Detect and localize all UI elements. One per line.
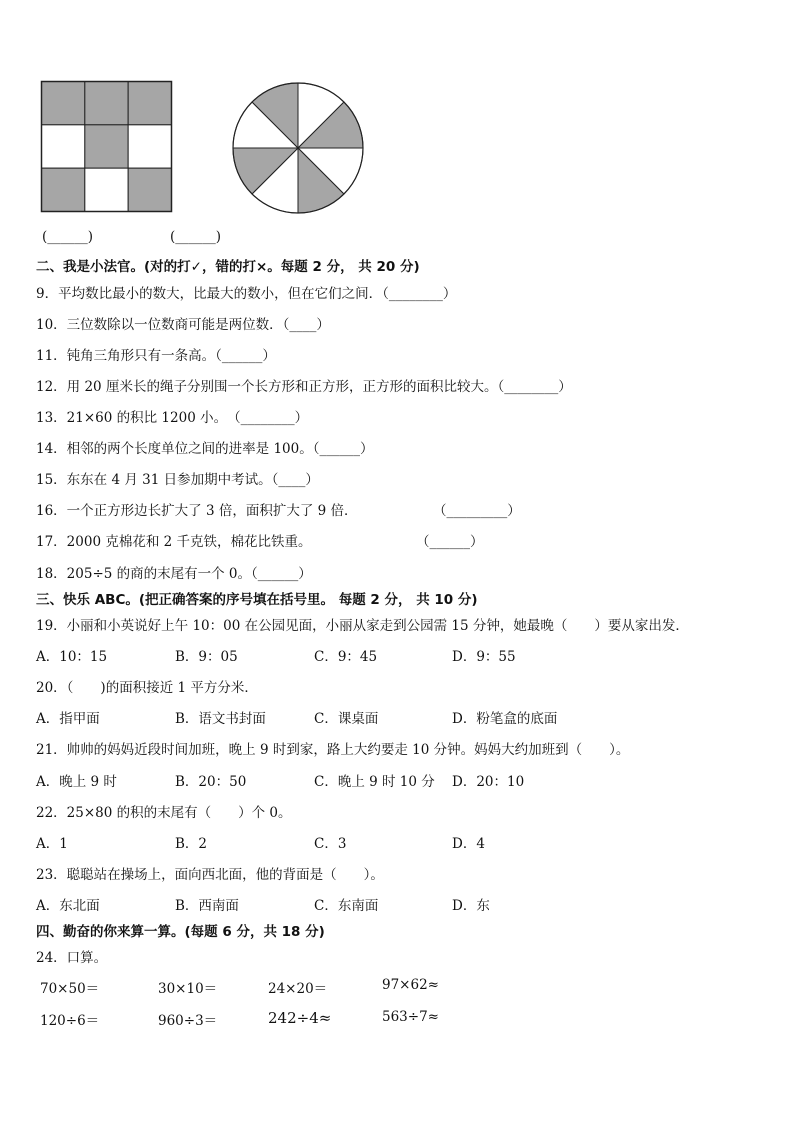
q22-option-a[interactable]: A．1: [36, 836, 68, 852]
calc-242div4[interactable]: 242÷4≈: [268, 1009, 332, 1027]
q20-option-b[interactable]: B．语文书封面: [175, 711, 266, 727]
q21-option-a[interactable]: A．晚上 9 时: [36, 774, 117, 790]
section-4-heading: 四、勤奋的你来算一算。(每题 6 分，共 18 分): [36, 924, 325, 940]
q21-option-b[interactable]: B．20：50: [175, 774, 247, 790]
calc-70x50[interactable]: 70×50＝: [40, 981, 100, 997]
q22-option-b[interactable]: B．2: [175, 836, 208, 852]
grid-cell: [85, 168, 128, 211]
question-20: 20．（ )的面积接近 1 平方分米．: [36, 680, 258, 696]
grid-answer-blank[interactable]: (______): [42, 229, 94, 245]
grid-cell: [42, 82, 85, 125]
grid-cell: [128, 125, 171, 168]
shaded-circle-figure: [231, 81, 367, 217]
question-17: 17．2000 克棉花和 2 千克铁，棉花比铁重。: [36, 534, 312, 550]
grid-cell: [128, 168, 171, 211]
calc-120div6[interactable]: 120÷6＝: [40, 1013, 100, 1029]
calc-30x10[interactable]: 30×10＝: [158, 981, 218, 997]
q20-option-d[interactable]: D．粉笔盒的底面: [452, 711, 558, 727]
question-11: 11．钝角三角形只有一条高。（______）: [36, 348, 276, 364]
question-22: 22．25×80 的积的末尾有（ ）个 0。: [36, 805, 292, 821]
q23-option-b[interactable]: B．西南面: [175, 898, 239, 914]
question-12: 12．用 20 厘米长的绳子分别围一个长方形和正方形，正方形的面积比较大。（________）: [36, 379, 572, 395]
question-15: 15．东东在 4 月 31 日参加期中考试。（____）: [36, 472, 319, 488]
grid-cell: [128, 82, 171, 125]
question-23: 23．聪聪站在操场上，面向西北面，他的背面是（ ）。: [36, 867, 384, 883]
q22-option-c[interactable]: C．3: [314, 836, 347, 852]
question-13: 13．21×60 的积比 1200 小。 （________）: [36, 410, 309, 426]
calc-24x20[interactable]: 24×20＝: [268, 981, 328, 997]
grid-cell: [42, 125, 85, 168]
grid-cell: [85, 125, 128, 168]
q19-option-c[interactable]: C．9：45: [314, 649, 378, 665]
q19-option-b[interactable]: B．9：05: [175, 649, 238, 665]
q21-option-d[interactable]: D．20：10: [452, 774, 525, 790]
question-9: 9．平均数比最小的数大，比最大的数小，但在它们之间．（________）: [36, 286, 457, 302]
calc-97x62[interactable]: 97×62≈: [382, 977, 439, 993]
section-3-heading: 三、快乐 ABC。(把正确答案的序号填在括号里。 每题 2 分， 共 10 分): [36, 592, 478, 608]
question-14: 14．相邻的两个长度单位之间的进率是 100。（______）: [36, 441, 374, 457]
question-19: 19．小丽和小英说好上午 10：00 在公园见面，小丽从家走到公园需 15 分钟，她最晚（ ）要从家出发．: [36, 618, 689, 634]
q23-option-d[interactable]: D．东: [452, 898, 490, 914]
question-17-blank[interactable]: （______）: [416, 534, 484, 550]
calc-960div3[interactable]: 960÷3＝: [158, 1013, 218, 1029]
grid-cell: [42, 168, 85, 211]
q23-option-a[interactable]: A．东北面: [36, 898, 100, 914]
circle-answer-blank[interactable]: (______): [170, 229, 222, 245]
calc-563div7[interactable]: 563÷7≈: [382, 1009, 439, 1025]
question-16: 16．一个正方形边长扩大了 3 倍，面积扩大了 9 倍．: [36, 503, 358, 519]
q22-option-d[interactable]: D．4: [452, 836, 485, 852]
q23-option-c[interactable]: C．东南面: [314, 898, 379, 914]
shaded-grid-figure: [40, 80, 175, 215]
question-21: 21．帅帅的妈妈近段时间加班，晚上 9 时到家，路上大约要走 10 分钟。妈妈大约加班到（ ）。: [36, 742, 630, 758]
question-18: 18．205÷5 的商的末尾有一个 0。（______）: [36, 566, 312, 582]
question-10: 10．三位数除以一位数商可能是两位数．（____）: [36, 317, 330, 333]
question-16-blank[interactable]: （_________）: [433, 503, 521, 519]
grid-cell: [85, 82, 128, 125]
q20-option-a[interactable]: A．指甲面: [36, 711, 100, 727]
question-24: 24．口算。: [36, 950, 108, 966]
q20-option-c[interactable]: C．课桌面: [314, 711, 379, 727]
q19-option-d[interactable]: D．9：55: [452, 649, 516, 665]
section-2-heading: 二、我是小法官。(对的打✓，错的打×。每题 2 分， 共 20 分): [36, 259, 420, 275]
q21-option-c[interactable]: C．晚上 9 时 10 分: [314, 774, 435, 790]
q19-option-a[interactable]: A．10：15: [36, 649, 108, 665]
